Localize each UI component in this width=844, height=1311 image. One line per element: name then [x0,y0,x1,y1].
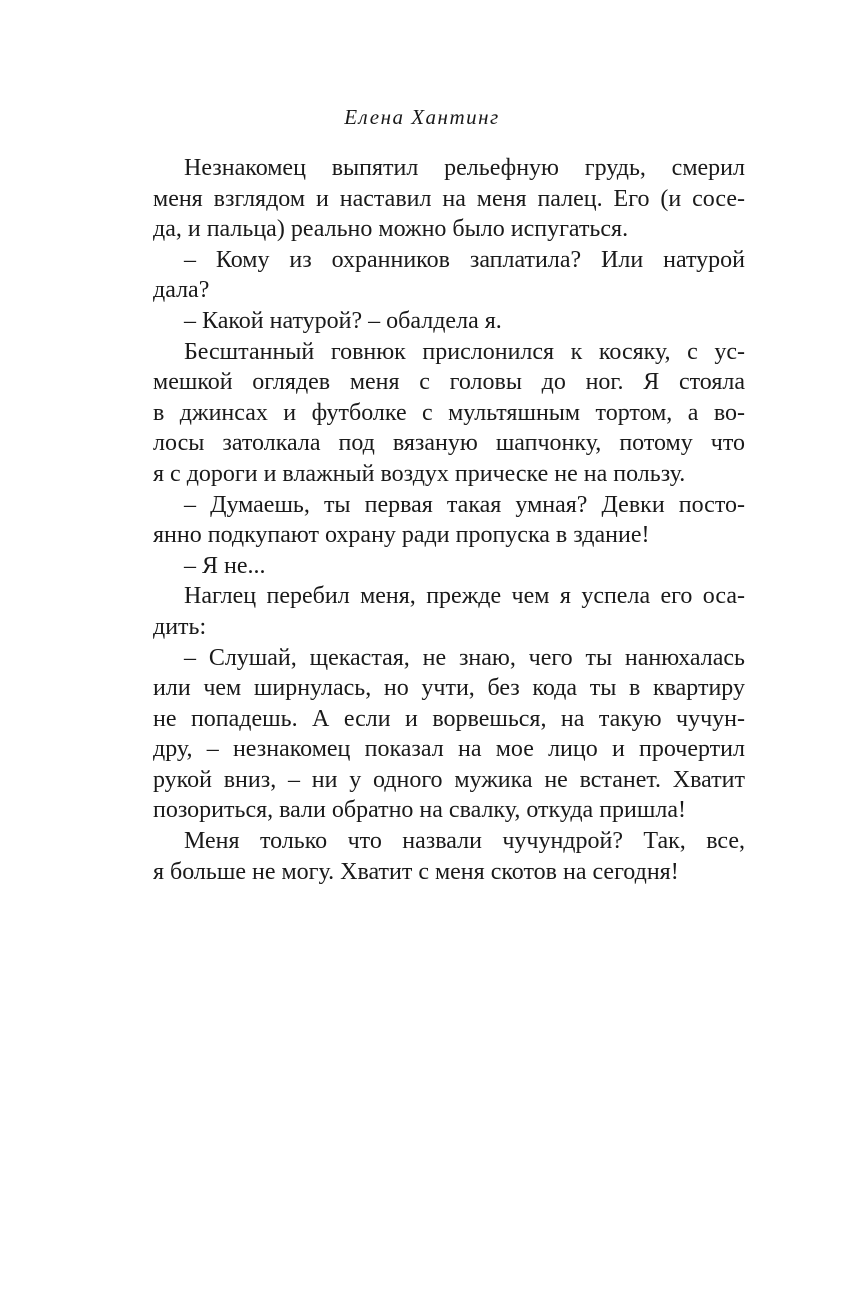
text-line: в джинсах и футболке с мультяшным тортом, а во- [153,399,745,426]
paragraph [153,245,745,306]
text-line: я больше не могу. Хватит с меня скотов на сегодня! [153,858,679,885]
text-line: дала? [153,277,210,304]
paragraph [153,306,745,337]
text-line: Меня только что назвали чучундрой? Так, все, [184,828,745,855]
text-line: – Думаешь, ты первая такая умная? Девки посто- [184,491,745,518]
text-line: лосы затолкала под вязаную шапчонку, потому что [153,430,745,457]
paragraph [153,826,745,887]
text-line: или чем ширнулась, но учти, без кода ты в квартиру [153,675,745,702]
text-line: Бесштанный говнюк прислонился к косяку, с ус- [184,338,745,365]
running-header-author: Елена Хантинг [344,105,500,129]
text-line: меня взглядом и наставил на меня палец. Его (и сосе- [153,185,745,212]
paragraph [153,581,745,642]
text-line: Незнакомец выпятил рельефную грудь, смерил [184,155,745,181]
paragraph [153,551,745,582]
text-line: – Я не... [184,552,266,579]
text-line: я с дороги и влажный воздух прическе не на пользу. [153,460,686,487]
text-line: – Кому из охранников заплатила? Или натурой [184,246,745,273]
paragraph [153,337,745,490]
text-line: рукой вниз, – ни у одного мужика не встанет. Хватит [153,766,745,793]
paragraph [153,490,745,551]
text-line: Наглец перебил меня, прежде чем я успела его оса- [184,583,745,610]
paragraph [153,153,745,245]
text-line: – Слушай, щекастая, не знаю, чего ты нанюхалась [184,644,745,671]
text-line: янно подкупают охрану ради пропуска в здание! [153,522,650,549]
text-line: да, и пальца) реально можно было испугаться. [153,216,629,243]
text-line: – Какой натурой? – обалдела я. [184,307,502,334]
paragraph [153,643,745,827]
text-line: не попадешь. А если и ворвешься, на такую чучун- [153,705,745,732]
text-line: дить: [153,613,207,640]
body-text [153,153,745,887]
text-line: позориться, вали обратно на свалку, откуда пришла! [153,797,686,824]
text-line: мешкой оглядев меня с головы до ног. Я стояла [153,369,745,396]
text-line: дру, – незнакомец показал на мое лицо и прочертил [153,736,745,763]
